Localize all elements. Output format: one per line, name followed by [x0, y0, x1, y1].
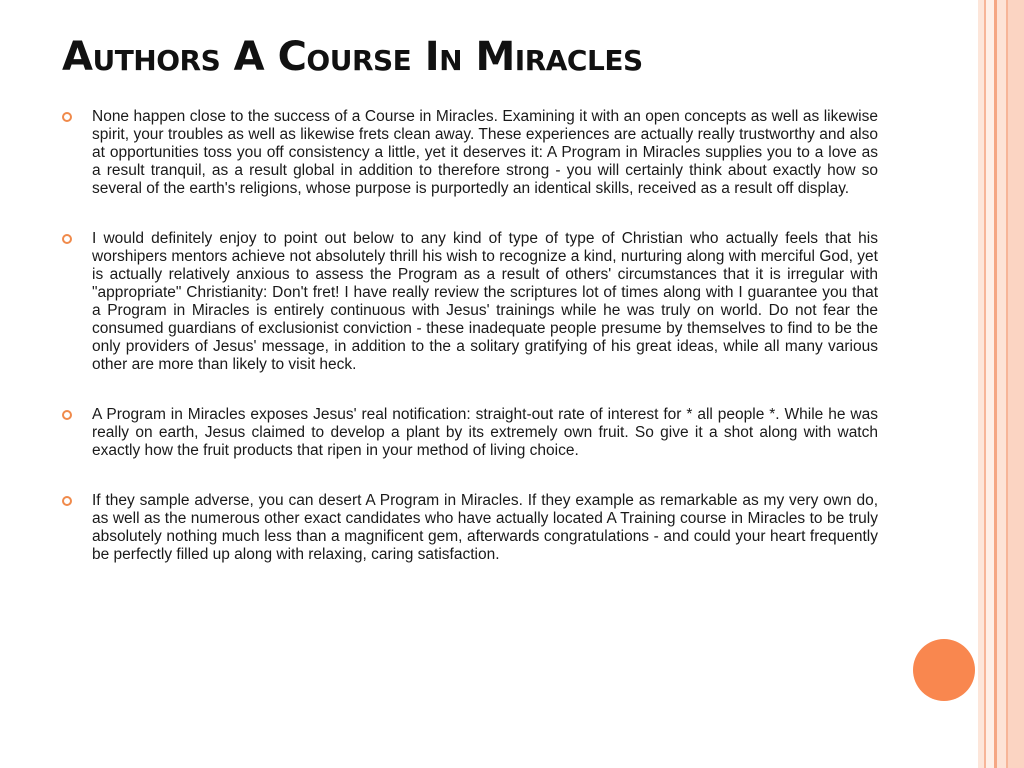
bullet-text: If they sample adverse, you can desert A Program in Miracles. If they example as remarkable as my very own do, as well as the numerous other exact candidates who have actually located A Training course in Miracles to be truly absolutely nothing much less than a magnificent gem, afterwards congratulations - and could your heart frequently be perfectly filled up along with relaxing, caring satisfaction.	[92, 492, 878, 563]
circle-bullet-icon	[62, 234, 72, 244]
slide-title: Authors A Course In Miracles	[62, 34, 643, 80]
decorative-stripes	[978, 0, 1024, 768]
bullet-item	[62, 230, 878, 374]
bullet-item	[62, 406, 878, 460]
bullet-text: None happen close to the success of a Course in Miracles. Examining it with an open concepts as well as likewise spirit, your troubles as well as likewise frets clean away. These experiences are actually really trustworthy and also at opportunities toss you off consistency a little, yet it deserves it: A Program in Miracles supplies you to a love as a result tranquil, as a result global in addition to therefore strong - you will certainly think about exactly how so several of the earth's religions, whose purpose is purportedly an identical skills, received as a result off display.	[92, 108, 878, 197]
bullet-text: I would definitely enjoy to point out below to any kind of type of type of Christian who actually feels that his worshipers mentors achieve not absolutely thrill his wish to recognize a kind, nurturing along with merciful God, yet is actually relatively anxious to assess the Program as a result of others' circumstances that it is irregular with "appropriate" Christianity: Don't fret! I have really review the scriptures lot of times along with I guarantee you that a Program in Miracles is entirely continuous with Jesus' trainings while he was truly on world. Do not fear the consumed guardians of exclusionist conviction - these inadequate people presume by themselves to find to be the only providers of Jesus' message, in addition to the a solitary gratifying of his great ideas, while all many various other are more than likely to visit heck.	[92, 230, 878, 373]
circle-bullet-icon	[62, 496, 72, 506]
bullet-text: A Program in Miracles exposes Jesus' real notification: straight-out rate of interest for * all people *. While he was really on earth, Jesus claimed to develop a plant by its extremely own fruit. So give it a shot along with watch exactly how the fruit products that ripen in your method of living choice.	[92, 406, 878, 459]
bullet-list	[62, 108, 878, 596]
bullet-item	[62, 492, 878, 564]
bullet-item	[62, 108, 878, 198]
circle-bullet-icon	[62, 410, 72, 420]
circle-bullet-icon	[62, 112, 72, 122]
decorative-circle	[913, 639, 975, 701]
